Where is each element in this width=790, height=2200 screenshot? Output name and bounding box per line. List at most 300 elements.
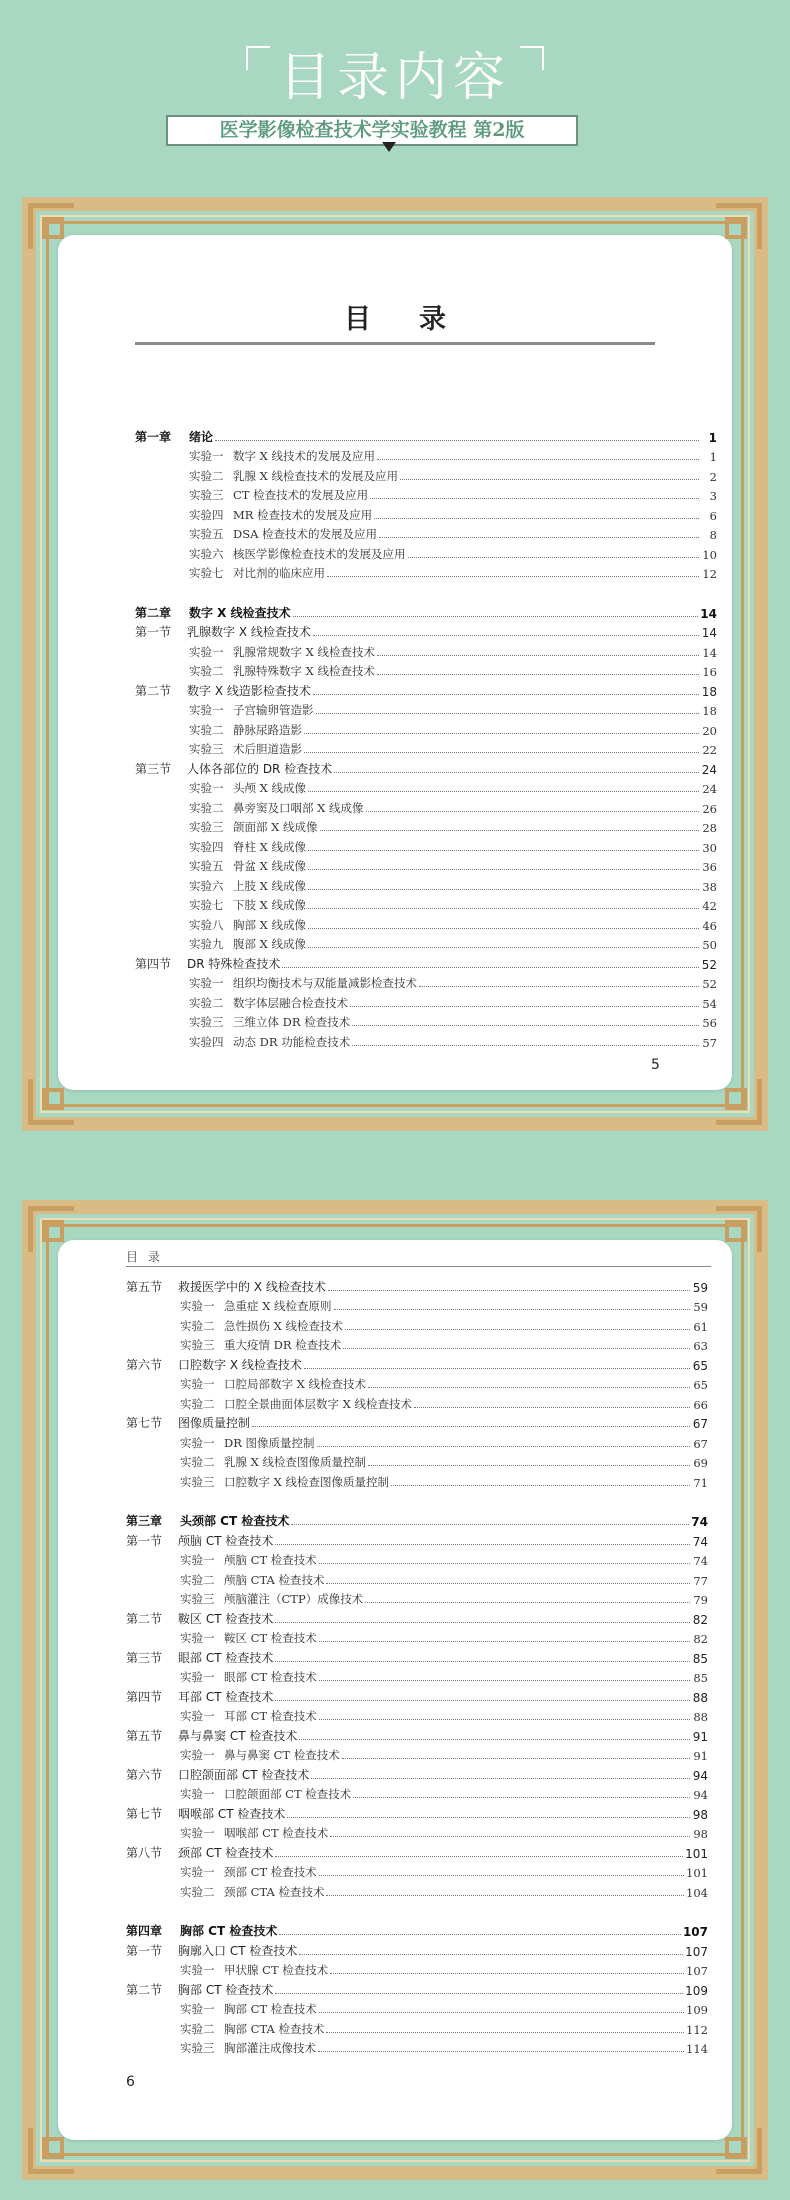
toc-leader (311, 1778, 690, 1779)
toc-page: 107 (682, 1925, 708, 1939)
toc-leader (275, 1661, 690, 1662)
toc-leader (377, 655, 699, 656)
toc-label: 实验一 (180, 1299, 215, 1313)
toc-page: 46 (702, 918, 717, 933)
toc-label: 实验二 (189, 468, 224, 483)
toc-label: 实验二 (180, 1396, 215, 1411)
toc-leader (308, 889, 699, 890)
toc-leader (400, 479, 699, 480)
toc-page: 65 (692, 1358, 708, 1373)
toc-label: 第三节 (135, 761, 172, 776)
toc-leader (291, 1524, 689, 1525)
toc-page: 22 (702, 743, 717, 757)
toc-experiment (135, 640, 717, 660)
toc-label: 实验二 (189, 995, 224, 1010)
toc-label: 第三节 (126, 1650, 163, 1665)
toc-leader (343, 1348, 690, 1349)
toc-experiment (126, 1666, 708, 1686)
toc-section (126, 1939, 708, 1959)
page2-toc (126, 1275, 708, 2056)
toc-title: 颅脑 CTA 检查技术 (224, 1572, 325, 1587)
toc-leader (293, 616, 699, 617)
toc-leader (345, 1329, 690, 1330)
toc-leader (328, 1290, 690, 1291)
toc-page: 98 (692, 1807, 708, 1822)
toc-label: 实验一 (189, 449, 224, 463)
toc-page: 2 (709, 469, 717, 484)
toc-page: 14 (701, 626, 717, 640)
toc-experiment (135, 464, 717, 484)
toc-spacer (126, 1490, 708, 1510)
toc-label: 实验九 (189, 937, 224, 951)
toc-section (126, 1646, 708, 1666)
toc-experiment (126, 1783, 708, 1803)
toc-leader (215, 440, 699, 441)
toc-title: 颅脑灌注（CTP）成像技术 (224, 1592, 364, 1606)
toc-title: 胸廓入口 CT 检查技术 (178, 1943, 298, 1958)
toc-page: 18 (702, 704, 717, 718)
toc-leader (419, 986, 699, 987)
toc-spacer (126, 1900, 708, 1920)
toc-leader (327, 576, 699, 577)
toc-leader (275, 1622, 690, 1623)
toc-label: 实验一 (189, 644, 224, 659)
toc-experiment (126, 1998, 708, 2018)
toc-experiment (126, 1861, 708, 1881)
toc-label: 第二节 (135, 683, 172, 698)
toc-page: 59 (693, 1300, 708, 1314)
toc-label: 第五节 (126, 1728, 163, 1743)
toc-section (135, 621, 717, 641)
toc-experiment (126, 1568, 708, 1588)
toc-label: 实验三 (189, 1015, 224, 1029)
toc-title: 眼部 CT 检查技术 (178, 1650, 274, 1665)
toc-page: 101 (686, 1866, 708, 1880)
toc-page: 114 (686, 2042, 708, 2056)
toc-leader (308, 908, 699, 909)
toc-title: 绪论 (189, 429, 214, 444)
toc-label: 实验二 (180, 1884, 215, 1899)
toc-label: 实验二 (189, 664, 224, 678)
toc-label: 实验一 (180, 1553, 215, 1567)
toc-experiment (135, 796, 717, 816)
fret-corner-icon (716, 1206, 762, 1252)
toc-title: 乳腺特殊数字 X 线检查技术 (233, 664, 375, 678)
toc-experiment (126, 1588, 708, 1608)
toc-page: 54 (702, 996, 717, 1011)
toc-title: 颈部 CT 检查技术 (224, 1865, 317, 1879)
toc-leader (252, 1426, 690, 1427)
toc-section (126, 1841, 708, 1861)
toc-experiment (126, 1295, 708, 1315)
toc-title: 子宫输卵管造影 (233, 703, 314, 717)
toc-label: 实验六 (189, 546, 224, 561)
toc-label: 实验四 (189, 507, 224, 522)
toc-experiment (135, 835, 717, 855)
toc-page: 79 (693, 1593, 708, 1607)
toc-page: 107 (686, 1964, 708, 1978)
toc-label: 实验八 (189, 917, 224, 932)
toc-page: 12 (702, 567, 717, 581)
toc-label: 实验三 (189, 488, 224, 502)
page1-heading: 目录 (344, 304, 494, 335)
toc-leader (319, 1875, 684, 1876)
toc-title: 胸部灌注成像技术 (224, 2041, 316, 2055)
toc-page: 28 (702, 821, 717, 835)
toc-title: 眼部 CT 检查技术 (224, 1670, 317, 1684)
toc-experiment (126, 1959, 708, 1979)
toc-leader (377, 459, 699, 460)
toc-experiment (135, 484, 717, 504)
toc-leader (275, 1700, 690, 1701)
toc-page: 16 (702, 665, 717, 679)
toc-label: 实验六 (189, 878, 224, 893)
toc-title: 口腔颌面部 CT 检查技术 (178, 1767, 310, 1782)
toc-leader (326, 1583, 690, 1584)
toc-label: 实验一 (180, 1631, 215, 1645)
toc-title: 术后胆道造影 (233, 742, 302, 756)
toc-chapter (135, 601, 717, 621)
toc-label: 第一节 (126, 1943, 163, 1958)
page1-toc (135, 425, 717, 1050)
toc-label: 第六节 (126, 1767, 163, 1782)
toc-label: 实验二 (180, 2021, 215, 2036)
toc-leader (318, 2051, 684, 2052)
toc-leader (374, 518, 699, 519)
toc-label: 实验三 (189, 742, 224, 756)
toc-page: 61 (693, 1319, 708, 1334)
toc-page: 112 (686, 2022, 708, 2037)
toc-title: 胸部 CT 检查技术 (178, 1982, 274, 1997)
toc-page: 88 (693, 1710, 708, 1724)
toc-leader (316, 713, 700, 714)
toc-page: 1 (708, 430, 717, 445)
toc-label: 实验四 (189, 1034, 224, 1049)
toc-page: 42 (702, 899, 717, 913)
toc-title: 鞍区 CT 检查技术 (178, 1611, 274, 1626)
toc-title: 鼻旁窦及口咽部 X 线成像 (233, 800, 364, 815)
toc-page: 20 (702, 723, 717, 738)
toc-page: 91 (693, 1749, 708, 1763)
toc-section (126, 1275, 708, 1295)
toc-experiment (126, 2017, 708, 2037)
toc-leader (366, 811, 700, 812)
toc-title: 图像质量控制 (178, 1416, 251, 1430)
toc-experiment (135, 972, 717, 992)
toc-title: MR 检查技术的发展及应用 (233, 507, 373, 522)
toc-label: 第一节 (135, 625, 172, 639)
toc-label: 第六节 (126, 1357, 163, 1372)
toc-label: 实验七 (189, 898, 224, 912)
toc-title: 口腔颌面部 CT 检查技术 (224, 1787, 352, 1801)
page2-number: 6 (126, 2074, 135, 2090)
toc-leader (317, 1446, 690, 1447)
toc-label: 第一章 (135, 429, 172, 444)
toc-experiment (135, 699, 717, 719)
toc-title: 咽喉部 CT 检查技术 (178, 1806, 286, 1821)
toc-experiment (135, 777, 717, 797)
toc-experiment (126, 1744, 708, 1764)
toc-section (135, 757, 717, 777)
toc-leader (308, 928, 699, 929)
toc-experiment (126, 1880, 708, 1900)
fret-corner-icon (28, 203, 74, 249)
toc-label: 实验一 (180, 2002, 215, 2016)
toc-leader (275, 1544, 690, 1545)
toc-section (126, 1529, 708, 1549)
toc-label: 实验七 (189, 566, 224, 580)
toc-section (126, 1607, 708, 1627)
toc-page: 66 (693, 1397, 708, 1412)
toc-section (135, 952, 717, 972)
toc-leader (350, 1006, 699, 1007)
toc-title: 头颅 X 线成像 (233, 781, 306, 795)
toc-experiment (135, 1030, 717, 1050)
toc-experiment (135, 933, 717, 953)
toc-page: 57 (702, 1035, 717, 1050)
toc-page: 6 (709, 508, 717, 523)
toc-page: 88 (692, 1690, 708, 1705)
toc-title: 颈部 CT 检查技术 (178, 1845, 274, 1860)
toc-title: DR 图像质量控制 (224, 1435, 315, 1450)
toc-section (126, 1353, 708, 1373)
toc-leader (319, 1563, 690, 1564)
toc-page: 10 (702, 547, 717, 562)
toc-page: 14 (700, 606, 717, 621)
toc-title: 头颈部 CT 检查技术 (180, 1514, 290, 1528)
toc-leader (304, 733, 699, 734)
toc-experiment (135, 718, 717, 738)
toc-page: 24 (702, 782, 717, 796)
toc-page: 82 (693, 1632, 708, 1646)
toc-title: 数字 X 线造影检查技术 (187, 683, 311, 698)
toc-page: 69 (693, 1456, 708, 1470)
toc-page: 67 (692, 1417, 708, 1431)
toc-label: 实验二 (189, 722, 224, 737)
page2-running-header: 目录 (126, 1250, 171, 1264)
toc-page: 36 (702, 860, 717, 874)
toc-label: 第二章 (135, 605, 172, 620)
toc-experiment (135, 523, 717, 543)
toc-leader (365, 1602, 690, 1603)
toc-page: 104 (686, 1885, 708, 1900)
toc-label: 第二节 (126, 1611, 163, 1626)
toc-page: 24 (701, 762, 717, 777)
toc-label: 实验二 (180, 1318, 215, 1333)
toc-leader (308, 947, 699, 948)
toc-leader (370, 498, 699, 499)
toc-title: 对比剂的临床应用 (233, 566, 325, 580)
toc-title: 脊柱 X 线成像 (233, 839, 306, 854)
toc-page: 59 (692, 1280, 708, 1295)
toc-page: 94 (692, 1768, 708, 1783)
toc-leader (319, 1641, 690, 1642)
fret-corner-icon (716, 2128, 762, 2174)
header-subtitle: 医学影像检查技术学实验教程 第2版 (166, 115, 578, 146)
toc-page: 91 (692, 1729, 708, 1744)
toc-experiment (135, 445, 717, 465)
toc-leader (275, 1856, 683, 1857)
toc-page: 30 (702, 840, 717, 855)
toc-experiment (135, 913, 717, 933)
toc-page: 85 (693, 1671, 708, 1685)
toc-label: 实验二 (180, 1455, 215, 1469)
toc-experiment (135, 542, 717, 562)
toc-page: 74 (693, 1554, 708, 1568)
toc-label: 实验三 (180, 1592, 215, 1606)
page2-paper (58, 1240, 732, 2140)
toc-experiment (126, 1392, 708, 1412)
toc-title: 咽喉部 CT 检查技术 (224, 1826, 329, 1840)
toc-title: 口腔数字 X 线检查技术 (178, 1357, 302, 1372)
toc-page: 63 (693, 1339, 708, 1353)
toc-label: 实验一 (180, 1787, 215, 1801)
toc-title: 骨盆 X 线成像 (233, 859, 306, 873)
toc-page: 67 (693, 1436, 708, 1451)
toc-section (126, 1412, 708, 1432)
toc-title: 上肢 X 线成像 (233, 878, 306, 893)
toc-page: 109 (686, 2003, 708, 2017)
toc-section (126, 1802, 708, 1822)
toc-label: 实验三 (180, 2041, 215, 2055)
toc-label: 实验二 (189, 800, 224, 815)
toc-leader (326, 2032, 684, 2033)
toc-experiment (135, 1011, 717, 1031)
toc-experiment (135, 503, 717, 523)
toc-leader (377, 674, 699, 675)
toc-title: 口腔数字 X 线检查图像质量控制 (224, 1474, 389, 1489)
toc-experiment (135, 738, 717, 758)
toc-label: 实验三 (180, 1474, 215, 1489)
toc-label: 实验五 (189, 859, 224, 873)
toc-leader (319, 1680, 690, 1681)
toc-experiment (135, 991, 717, 1011)
toc-title: 组织均衡技术与双能量减影检查技术 (233, 976, 417, 990)
toc-label: 实验一 (180, 1377, 215, 1391)
toc-page: 109 (685, 1983, 708, 1998)
page1-number: 5 (651, 1057, 660, 1073)
toc-title: 核医学影像检查技术的发展及应用 (233, 546, 406, 561)
toc-title: CT 检查技术的发展及应用 (233, 488, 369, 502)
toc-spacer (135, 581, 717, 601)
toc-title: 重大疫情 DR 检查技术 (224, 1338, 342, 1352)
toc-leader (342, 1758, 690, 1759)
toc-chapter (126, 1510, 708, 1530)
toc-title: 下肢 X 线成像 (233, 898, 306, 912)
toc-leader (353, 1797, 690, 1798)
toc-label: 实验三 (180, 1338, 215, 1352)
toc-title: 颌面部 X 线成像 (233, 820, 318, 834)
toc-experiment (126, 1470, 708, 1490)
toc-page: 94 (693, 1788, 708, 1802)
toc-page: 50 (702, 938, 717, 952)
toc-leader (279, 1934, 681, 1935)
toc-leader (408, 557, 700, 558)
toc-label: 实验一 (189, 703, 224, 717)
toc-title: 颅脑 CT 检查技术 (224, 1553, 317, 1567)
toc-leader (414, 1407, 690, 1408)
fret-corner-icon (716, 203, 762, 249)
toc-experiment (135, 855, 717, 875)
toc-page: 26 (702, 801, 717, 816)
toc-page: 18 (701, 684, 717, 699)
toc-leader (368, 1387, 690, 1388)
toc-page: 82 (692, 1612, 708, 1627)
toc-label: 第四节 (135, 956, 172, 971)
toc-section (126, 1978, 708, 1998)
page1-paper (58, 235, 732, 1090)
toc-page: 101 (685, 1846, 708, 1861)
toc-experiment (135, 894, 717, 914)
page1-heading-rule (135, 342, 655, 345)
toc-title: 口腔局部数字 X 线检查技术 (224, 1377, 366, 1391)
toc-title: 动态 DR 功能检查技术 (233, 1034, 351, 1049)
toc-leader (368, 1465, 690, 1466)
page2-header-rule (126, 1266, 711, 1267)
toc-title: 颅脑 CT 检查技术 (178, 1533, 274, 1548)
toc-title: 数字 X 线技术的发展及应用 (233, 449, 375, 463)
toc-leader (308, 791, 699, 792)
toc-experiment (126, 1627, 708, 1647)
toc-label: 实验一 (180, 1826, 215, 1840)
toc-label: 第八节 (126, 1845, 163, 1860)
toc-label: 第四节 (126, 1689, 163, 1704)
toc-experiment (126, 1451, 708, 1471)
toc-page: 74 (692, 1534, 708, 1549)
toc-label: 实验四 (189, 839, 224, 854)
toc-page: 74 (691, 1515, 708, 1529)
toc-title: 胸部 X 线成像 (233, 917, 306, 932)
toc-experiment (126, 1822, 708, 1842)
toc-leader (352, 1045, 699, 1046)
toc-page: 38 (702, 879, 717, 894)
toc-page: 65 (693, 1378, 708, 1392)
toc-experiment (126, 1705, 708, 1725)
toc-label: 实验三 (189, 820, 224, 834)
toc-section (126, 1685, 708, 1705)
toc-label: 第一节 (126, 1533, 163, 1548)
toc-leader (308, 850, 699, 851)
toc-section (126, 1763, 708, 1783)
toc-page: 71 (693, 1475, 708, 1490)
fret-corner-icon (28, 2128, 74, 2174)
fret-corner-icon (28, 1079, 74, 1125)
toc-page: 8 (709, 528, 717, 542)
toc-page: 98 (693, 1827, 708, 1841)
toc-label: 实验一 (180, 1865, 215, 1879)
toc-leader (334, 772, 699, 773)
toc-experiment (126, 1314, 708, 1334)
toc-leader (334, 1309, 691, 1310)
toc-experiment (135, 816, 717, 836)
toc-experiment (135, 660, 717, 680)
toc-leader (319, 1719, 690, 1720)
toc-page: 56 (702, 1016, 717, 1030)
toc-title: 颈部 CTA 检查技术 (224, 1884, 325, 1899)
toc-leader (304, 1368, 690, 1369)
toc-title: 乳腺 X 线检查图像质量控制 (224, 1455, 366, 1469)
toc-label: 实验二 (180, 1572, 215, 1587)
toc-title: 甲状腺 CT 检查技术 (224, 1963, 329, 1977)
toc-label: 第二节 (126, 1982, 163, 1997)
toc-title: 急重症 X 线检查原则 (224, 1299, 332, 1313)
toc-title: 胸部 CT 检查技术 (180, 1924, 278, 1938)
toc-leader (299, 1739, 690, 1740)
toc-title: 鞍区 CT 检查技术 (224, 1631, 317, 1645)
toc-leader (282, 967, 699, 968)
toc-experiment (126, 1334, 708, 1354)
toc-title: 耳部 CT 检查技术 (178, 1689, 274, 1704)
